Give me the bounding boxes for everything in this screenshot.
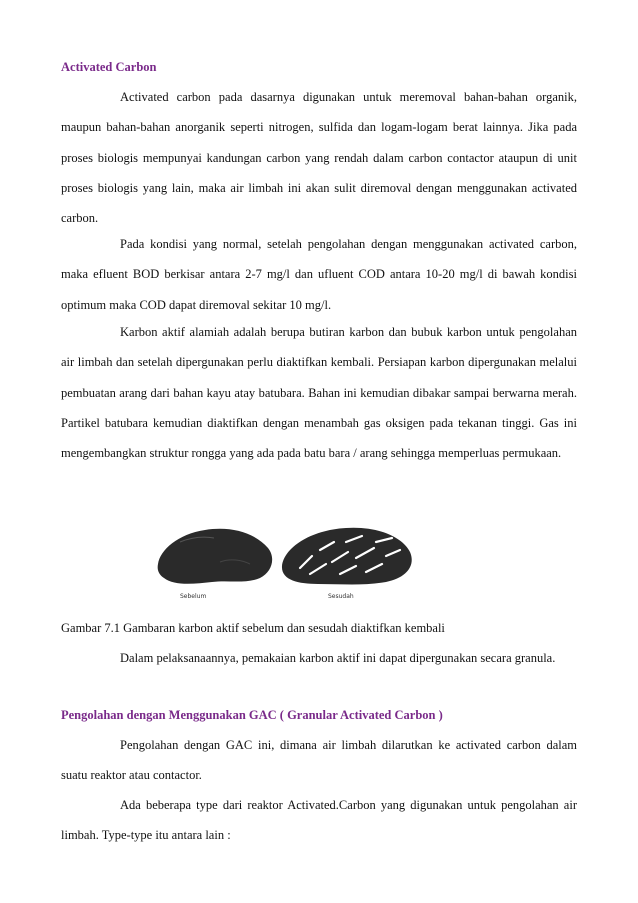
carbon-figure bbox=[150, 512, 420, 602]
paragraph-gac-intro: Pengolahan dengan GAC ini, dimana air limbah dilarutkan ke activated carbon dalam suatu reaktor atau contactor. bbox=[61, 738, 577, 783]
figure-caption: Gambar 7.1 Gambaran karbon aktif sebelum dan sesudah diaktifkan kembali bbox=[61, 621, 445, 635]
paragraph-reactor-types: Ada beberapa type dari reaktor Activated.Carbon yang digunakan untuk pengolahan air limbah. Type-type itu antara lain : bbox=[61, 798, 577, 843]
figure-label-before: Sebelum bbox=[180, 593, 207, 600]
paragraph-natural-carbon: Karbon aktif alamiah adalah berupa butiran karbon dan bubuk karbon untuk pengolahan air limbah dan setelah dipergunakan perlu diaktifkan kembali. Persiapan karbon dipergunakan melalui pembuatan arang dari bahan kayu atay batubara. Bahan ini kemudian dibakar sampai berwarna merah. Partikel batubara kemudian diaktifkan dengan menambah gas oksigen pada tekanan tinggi. Gas ini mengembangkan struktur rongga yang ada pada batu bara / arang sehingga memperluas permukaan. bbox=[61, 325, 577, 461]
carbon-after-image bbox=[282, 528, 412, 585]
paragraph-granular: Dalam pelaksanaannya, pemakaian karbon aktif ini dapat dipergunakan secara granula. bbox=[120, 651, 556, 665]
section-heading-activated-carbon: Activated Carbon bbox=[61, 60, 157, 74]
paragraph-bod-cod: Pada kondisi yang normal, setelah pengolahan dengan menggunakan activated carbon, maka efluent BOD berkisar antara 2-7 mg/l dan ufluent COD antara 10-20 mg/l di bawah kondisi optimum maka COD dapat diremoval sekitar 10 mg/l. bbox=[61, 237, 577, 312]
section-heading-gac: Pengolahan dengan Menggunakan GAC ( Granular Activated Carbon ) bbox=[61, 708, 443, 722]
figure-label-after: Sesudah bbox=[328, 593, 354, 600]
paragraph-intro: Activated carbon pada dasarnya digunakan untuk meremoval bahan-bahan organik, maupun bahan-bahan anorganik seperti nitrogen, sulfida dan logam-logam berat lainnya. Jika pada proses biologis mempunyai kandungan carbon yang rendah dalam carbon contactor ataupun di unit proses biologis yang lain, maka air limbah ini akan sulit diremoval dengan menggunakan activated carbon. bbox=[61, 90, 577, 226]
carbon-before-image bbox=[158, 529, 272, 584]
